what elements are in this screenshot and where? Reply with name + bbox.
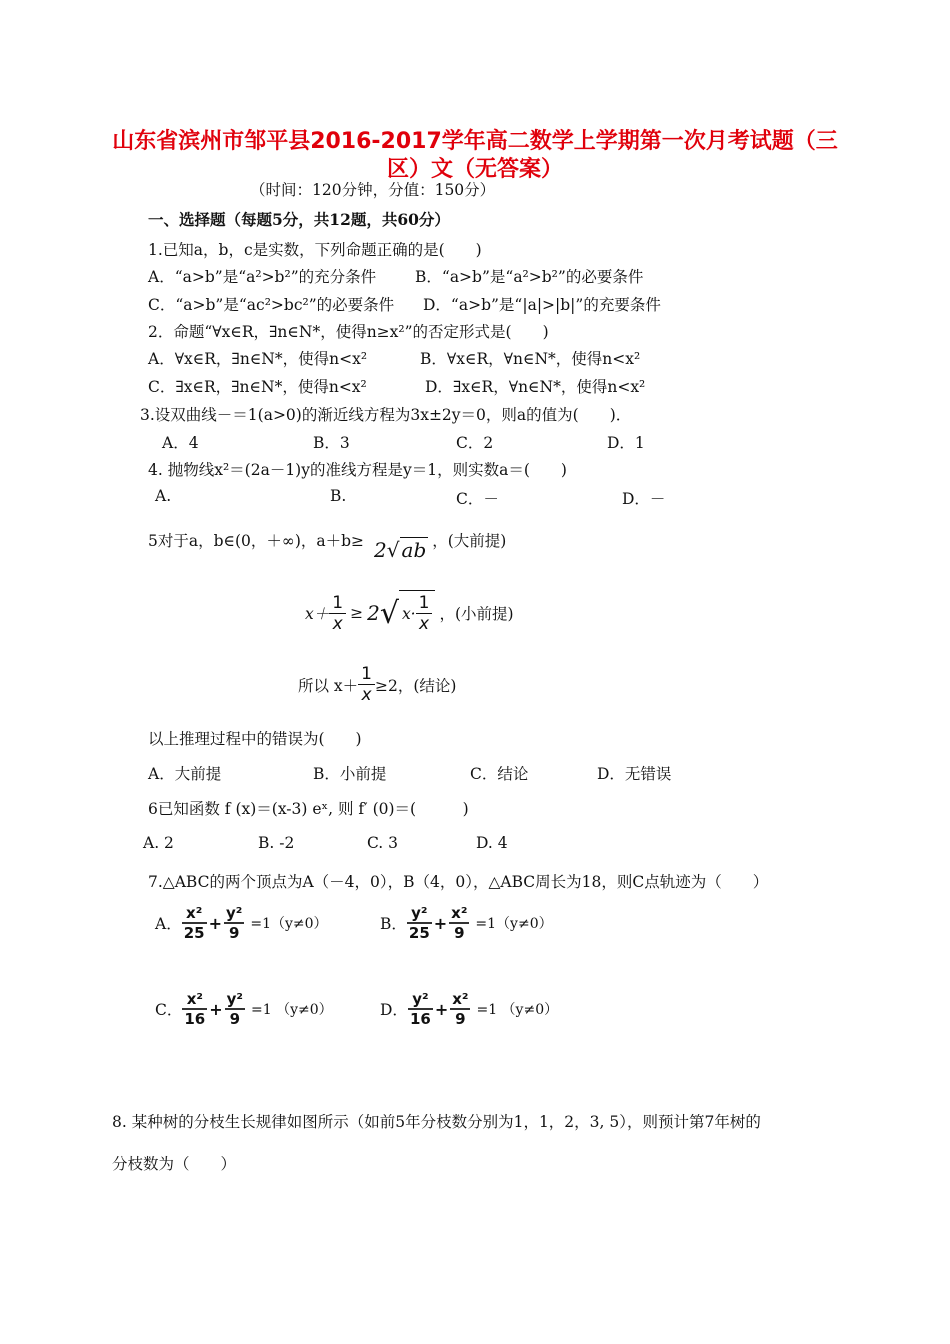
q7-c-den1: 16: [184, 1010, 206, 1028]
q5-line3-frac-den: x: [361, 685, 372, 705]
q1-option-a: A．“a>b”是“a²>b²”的充分条件: [148, 268, 377, 286]
q5-line2-radicand-x: x·: [401, 604, 416, 623]
q7-b-equation: [407, 904, 470, 942]
q5-minor-premise: [305, 590, 514, 636]
q5-line2-fraction: [329, 593, 346, 634]
q7-stem: 7.△ABC的两个顶点为A（－4，0），B（4，0），△ABC周长为18，则C点轨迹为（ ）: [148, 873, 769, 891]
q7-a-frac2: [224, 904, 244, 942]
q1-stem: 1.已知a，b，c是实数，下列命题正确的是( ): [148, 241, 482, 259]
q4-stem: 4. 抛物线x²＝(2a－1)y的准线方程是y＝1，则实数a＝( ): [148, 461, 567, 479]
q7-c-plus: +: [209, 999, 223, 1019]
q3-option-b: B．3: [313, 434, 350, 452]
section-heading: 一、选择题（每题5分，共12题，共60分）: [148, 210, 450, 229]
q7-b-den2: 9: [454, 924, 465, 942]
q7-b-frac1: [407, 904, 432, 942]
q5-sqrt-expression: 2√ ab: [374, 538, 427, 562]
q7-c-frac1: [182, 990, 207, 1028]
q7-d-num2: x²: [452, 990, 469, 1008]
q4-option-c: C．－: [456, 490, 499, 508]
q5-line2-inner-fraction: [416, 593, 433, 634]
q1-option-b: B．“a>b”是“a²>b²”的必要条件: [415, 268, 644, 286]
q7-a-equation: [182, 904, 245, 942]
q4-option-d: D．－: [622, 490, 666, 508]
q5-stem-text: 5对于a，b∈(0，＋∞)，a＋b≥: [148, 532, 365, 550]
q7-b-den1: 25: [408, 924, 430, 942]
q7-d-den1: 16: [409, 1010, 431, 1028]
q5-option-d: D．无错误: [597, 765, 672, 783]
q5-ask: 以上推理过程中的错误为( ): [148, 730, 362, 748]
q5-option-a: A．大前提: [148, 765, 222, 783]
q7-a-label: A．: [155, 915, 182, 933]
q5-line2-inner-num: 1: [416, 593, 433, 614]
q7-c-den2: 9: [229, 1010, 241, 1028]
q5-major-premise: [148, 518, 506, 562]
q4-option-b: B.: [330, 487, 347, 505]
q7-a-den1: 25: [183, 924, 205, 942]
q7-b-num2: x²: [451, 904, 468, 922]
q8-line-1: 8. 某种树的分枝生长规律如图所示（如前5年分枝数分别为1，1，2，3, 5），则预计第7年树的: [112, 1113, 761, 1131]
title-line-2: 区）文（无答案）: [386, 157, 563, 182]
q7-d-den2: 9: [455, 1010, 466, 1028]
q3-option-c: C．2: [456, 434, 494, 452]
q7-c-num1: x²: [182, 990, 207, 1010]
q5-line2-inner-den: x: [418, 614, 430, 634]
q5-line2-frac-den: x: [332, 613, 343, 634]
q5-option-c: C．结论: [470, 765, 529, 783]
q7-a-tail: =1（y≠0）: [250, 916, 328, 932]
q2-option-d: D．∃x∈R，∀n∈N*，使得n<x²: [425, 378, 646, 396]
q7-d-plus: +: [434, 999, 449, 1019]
q7-c-frac2: [225, 990, 245, 1028]
q5-stem-tail: ，(大前提): [432, 532, 507, 550]
q5-line3-frac-num: 1: [358, 664, 375, 685]
q7-b-label: B．: [380, 915, 407, 933]
q7-b-frac2: [449, 904, 469, 942]
q7-option-c: [155, 990, 333, 1028]
exam-meta: （时间：120分钟，分值：150分）: [250, 181, 496, 199]
q7-option-b: [380, 904, 553, 942]
q5-option-b: B．小前提: [313, 765, 387, 783]
q6-option-d: D. 4: [476, 834, 508, 852]
q5-line2-tail: ，(小前提): [439, 605, 514, 623]
q7-c-tail: =1 （y≠0）: [251, 1002, 333, 1018]
q7-c-equation: [182, 990, 245, 1028]
q7-d-frac1: [408, 990, 433, 1028]
q7-a-plus: +: [208, 913, 222, 933]
q3-stem: 3.设双曲线－＝1(a>0)的渐近线方程为3x±2y＝0，则a的值为( )．: [140, 406, 632, 424]
q7-d-num1: y²: [408, 990, 433, 1010]
q5-line3-tail: ≥2，(结论): [375, 676, 457, 695]
q7-b-plus: +: [433, 913, 448, 933]
q3-option-d: D．1: [607, 434, 645, 452]
q5-line2-ge: ≥: [350, 604, 364, 622]
q6-option-b: B. -2: [258, 834, 295, 852]
q7-a-num2: y²: [225, 904, 243, 922]
q7-b-num1: y²: [407, 904, 432, 924]
q7-d-tail: =1 （y≠0）: [476, 1002, 559, 1018]
q4-option-a: A.: [155, 487, 172, 505]
q7-option-d: [380, 990, 558, 1028]
title-line-1: 山东省滨州市邹平县2016-2017学年高二数学上学期第一次月考试题（三: [112, 129, 838, 154]
q7-a-frac1: [182, 904, 207, 942]
q5-line3-pre: 所以 x＋: [298, 676, 359, 695]
q2-stem: 2．命题“∀x∈R，∃n∈N*，使得n≥x²”的否定形式是( ): [148, 323, 549, 341]
q5-line2-two: 2: [367, 601, 380, 625]
q5-line2-sqrt-sign: √: [379, 595, 399, 631]
q5-sqrt-radicand: ab: [401, 538, 427, 562]
q6-stem: 6已知函数 f (x)＝(x-3) eˣ, 则 f′ (0)＝( ): [148, 800, 469, 818]
q7-a-num1: x²: [182, 904, 207, 924]
q7-a-den2: 9: [228, 924, 240, 942]
q5-line2-x: x＋: [305, 605, 330, 623]
q7-d-equation: [408, 990, 471, 1028]
q7-option-a: [155, 904, 328, 942]
q6-option-a: A. 2: [143, 834, 174, 852]
q5-line2-frac-num: 1: [329, 593, 346, 614]
q7-b-tail: =1（y≠0）: [475, 916, 553, 932]
q1-option-c: C．“a>b”是“ac²>bc²”的必要条件: [148, 296, 395, 314]
q2-option-a: A．∀x∈R，∃n∈N*，使得n<x²: [148, 350, 368, 368]
q5-conclusion: [298, 664, 456, 705]
q6-option-c: C. 3: [367, 834, 399, 852]
q7-c-label: C．: [155, 1001, 183, 1019]
q3-option-a: A．4: [162, 434, 199, 452]
q5-line3-fraction: [358, 664, 375, 705]
q2-option-b: B．∀x∈R，∀n∈N*，使得n<x²: [420, 350, 641, 368]
q8-line-2: 分枝数为（ ）: [112, 1155, 237, 1173]
q2-option-c: C．∃x∈R，∃n∈N*，使得n<x²: [148, 378, 367, 396]
q1-option-d: D．“a>b”是“|a|>|b|”的充要条件: [423, 296, 661, 314]
q7-d-label: D．: [380, 1001, 408, 1019]
q5-sqrt-coefficient: 2: [374, 538, 387, 562]
q7-d-frac2: [450, 990, 470, 1028]
q7-c-num2: y²: [226, 990, 244, 1008]
q5-line2-radicand: [399, 590, 436, 636]
